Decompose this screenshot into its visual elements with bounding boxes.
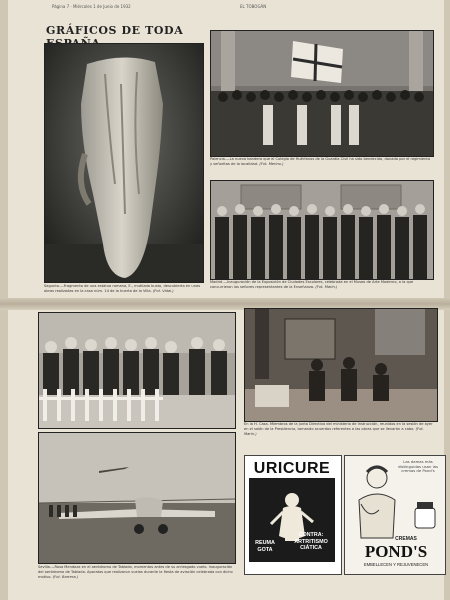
ad-uricure [244, 455, 342, 575]
caption-statue-text: Sagunto.—Fragmento de una estatua romana, E., mutilada busto, descubierta en unas obras realizadas en la casa núm. 14 de la huerta de la Villa. [44, 284, 201, 293]
photo-interior [244, 308, 438, 422]
caption-statue-credit: (Fot. Vidal.) [152, 289, 174, 293]
caption-airplane [38, 565, 234, 595]
photo-crowd [38, 312, 236, 429]
ponds-woman-illustration [349, 460, 399, 540]
caption-airplane-text: Sevilla.—Rosa Mendoza en el aeródromo de Tablada, momentos antes de su arriesgado vuelo. Inauguración del aeródromo de Tablada. Aparatos que realizaron vuelos durante la fiesta de aviación celebrada con dicho motivo. [38, 565, 233, 579]
photo-museum-group [210, 180, 434, 280]
uricure-right-text: CONTRA: ARTRITISMO CIÁTICA [294, 532, 328, 551]
flag-ceremony-image [211, 31, 433, 156]
page-title: GRÁFICOS DE TODA [46, 24, 184, 37]
caption-airplane-credit: (Fot. Barrera.) [52, 575, 79, 579]
uricure-logo: URICURE [253, 460, 331, 477]
ponds-brand: POND'S [364, 542, 428, 561]
statue-image [45, 44, 203, 282]
caption-flag [210, 157, 432, 175]
uricure-left-text: REUMA GOTA [255, 540, 275, 553]
ponds-slogan: EMBELLECEN Y REJUVENECEN [363, 562, 429, 567]
photo-flag-ceremony [210, 30, 434, 157]
ponds-tagline: Las damas más distinguidas usan las cremas de Pond's [398, 459, 438, 474]
caption-interior-credit: (Fot. Marín.) [244, 427, 424, 436]
ponds-jar-icon [413, 500, 437, 530]
page-header-date: Página 7 · Miércoles 1 de Junio de 1932 [52, 4, 131, 9]
caption-group-credit: (Fot. Marín.) [315, 285, 338, 289]
ponds-sub: CREMAS [395, 536, 417, 542]
caption-statue [44, 284, 202, 298]
caption-interior [244, 422, 436, 448]
caption-group-text: Madrid.—Inauguración de la Exposición de Ciudades Escolares, celebrada en el Museo de Arte Moderno, a la que concurrieron los señores representantes de la Enseñanza. [210, 280, 414, 289]
caption-flag-text: Palencia.—La nueva bandera que el Colegio de Huérfanos de la Guardia Civil ha sido bendecida, donada por el regimiento y señoritas de la localidad. [210, 157, 431, 166]
airplane-image [39, 433, 235, 563]
interior-image [245, 309, 437, 421]
ad-ponds [344, 455, 446, 575]
photo-statue [44, 43, 204, 283]
caption-interior-text: En la H. Casa. Miembros de la Junta Directiva del ministerio de Instrucción, reunidos en la sesión de ayer en el salón de la Presidencia, tomando acuerdos referentes a las obras que se llevarán a cabo. [244, 422, 433, 431]
page-header-paper: EL TOBOGÁN [240, 4, 267, 9]
photo-airplane [38, 432, 236, 564]
museum-group-image [211, 181, 433, 279]
crowd-image [39, 313, 235, 428]
caption-flag-credit: (Fot. Merino.) [259, 162, 284, 166]
caption-group [210, 280, 432, 296]
